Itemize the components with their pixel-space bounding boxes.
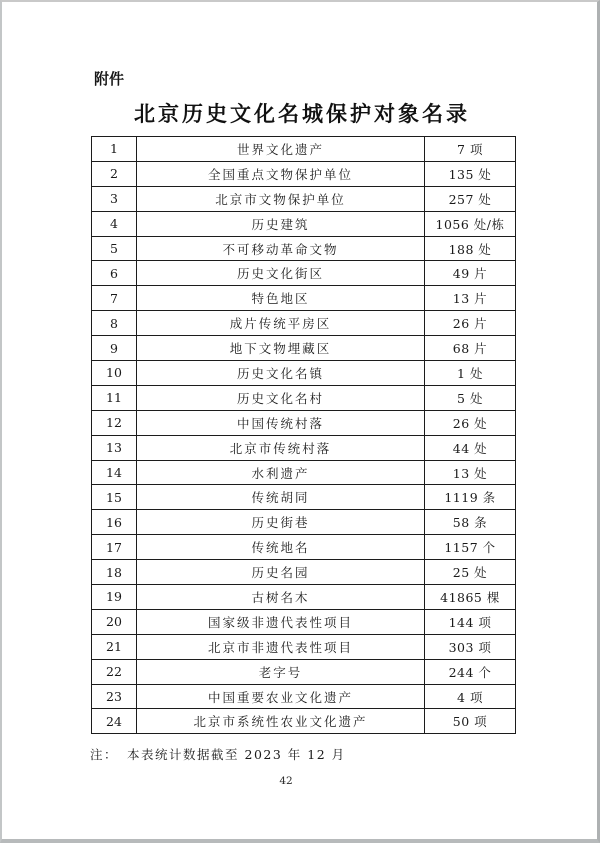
row-count: 1119 条 — [425, 485, 516, 510]
row-count: 144 项 — [425, 609, 516, 634]
row-number: 20 — [92, 609, 137, 634]
row-count: 5 处 — [425, 385, 516, 410]
row-number: 2 — [92, 161, 137, 186]
row-name: 北京市系统性农业文化遗产 — [137, 709, 425, 734]
row-name: 北京市传统村落 — [137, 435, 425, 460]
row-number: 8 — [92, 311, 137, 336]
row-count: 257 处 — [425, 186, 516, 211]
table-row — [92, 609, 516, 634]
row-number: 21 — [92, 634, 137, 659]
row-count: 1 处 — [425, 361, 516, 386]
row-count: 41865 棵 — [425, 585, 516, 610]
row-count: 13 处 — [425, 460, 516, 485]
row-count: 7 项 — [425, 137, 516, 162]
row-count: 44 处 — [425, 435, 516, 460]
table-row — [92, 236, 516, 261]
row-name: 古树名木 — [137, 585, 425, 610]
row-name: 历史街巷 — [137, 510, 425, 535]
table-body — [92, 137, 516, 734]
row-number: 15 — [92, 485, 137, 510]
table-row — [92, 510, 516, 535]
row-number: 13 — [92, 435, 137, 460]
protection-objects-table — [91, 136, 516, 734]
table-row — [92, 560, 516, 585]
row-name: 国家级非遗代表性项目 — [137, 609, 425, 634]
page-title: 北京历史文化名城保护对象名录 — [134, 103, 470, 126]
row-number: 10 — [92, 361, 137, 386]
row-number: 14 — [92, 460, 137, 485]
table-row — [92, 161, 516, 186]
footnote-label: 注： — [90, 747, 119, 762]
row-name: 地下文物埋藏区 — [137, 336, 425, 361]
row-count: 188 处 — [425, 236, 516, 261]
table-row — [92, 435, 516, 460]
page-number: 42 — [279, 775, 293, 787]
row-count: 50 项 — [425, 709, 516, 734]
row-number: 18 — [92, 560, 137, 585]
table-footnote — [90, 745, 346, 763]
table-row — [92, 186, 516, 211]
row-number: 16 — [92, 510, 137, 535]
row-count: 13 片 — [425, 286, 516, 311]
row-number: 7 — [92, 286, 137, 311]
table-row — [92, 460, 516, 485]
row-number: 4 — [92, 211, 137, 236]
row-number: 5 — [92, 236, 137, 261]
row-name: 北京市非遗代表性项目 — [137, 634, 425, 659]
table-row — [92, 634, 516, 659]
table-row — [92, 261, 516, 286]
row-name: 老字号 — [137, 659, 425, 684]
table-row — [92, 286, 516, 311]
table-row — [92, 336, 516, 361]
row-count: 49 片 — [425, 261, 516, 286]
row-number: 11 — [92, 385, 137, 410]
table-row — [92, 311, 516, 336]
row-name: 历史文化名镇 — [137, 361, 425, 386]
row-number: 9 — [92, 336, 137, 361]
row-name: 北京市文物保护单位 — [137, 186, 425, 211]
row-number: 1 — [92, 137, 137, 162]
table-row — [92, 137, 516, 162]
footnote-text: 本表统计数据截至 2023 年 12 月 — [127, 747, 346, 762]
row-count: 26 处 — [425, 410, 516, 435]
row-count: 68 片 — [425, 336, 516, 361]
row-number: 23 — [92, 684, 137, 709]
row-number: 6 — [92, 261, 137, 286]
row-number: 24 — [92, 709, 137, 734]
attachment-label: 附件 — [94, 71, 125, 88]
row-number: 17 — [92, 535, 137, 560]
row-name: 历史文化名村 — [137, 385, 425, 410]
row-count: 25 处 — [425, 560, 516, 585]
table-row — [92, 211, 516, 236]
row-number: 12 — [92, 410, 137, 435]
row-name: 传统地名 — [137, 535, 425, 560]
row-number: 19 — [92, 585, 137, 610]
row-count: 58 条 — [425, 510, 516, 535]
row-name: 历史文化街区 — [137, 261, 425, 286]
row-name: 全国重点文物保护单位 — [137, 161, 425, 186]
row-count: 26 片 — [425, 311, 516, 336]
table-row — [92, 659, 516, 684]
table-row — [92, 709, 516, 734]
table-row — [92, 485, 516, 510]
row-name: 水利遗产 — [137, 460, 425, 485]
table-row — [92, 535, 516, 560]
table-row — [92, 684, 516, 709]
table-row — [92, 585, 516, 610]
table-row — [92, 361, 516, 386]
row-name: 成片传统平房区 — [137, 311, 425, 336]
row-name: 中国传统村落 — [137, 410, 425, 435]
row-name: 历史建筑 — [137, 211, 425, 236]
row-name: 历史名园 — [137, 560, 425, 585]
row-count: 1056 处/栋 — [425, 211, 516, 236]
row-name: 中国重要农业文化遗产 — [137, 684, 425, 709]
row-count: 4 项 — [425, 684, 516, 709]
row-number: 3 — [92, 186, 137, 211]
row-name: 特色地区 — [137, 286, 425, 311]
row-name: 不可移动革命文物 — [137, 236, 425, 261]
row-count: 244 个 — [425, 659, 516, 684]
row-count: 135 处 — [425, 161, 516, 186]
row-name: 传统胡同 — [137, 485, 425, 510]
row-count: 303 项 — [425, 634, 516, 659]
table-row — [92, 385, 516, 410]
row-count: 1157 个 — [425, 535, 516, 560]
row-number: 22 — [92, 659, 137, 684]
row-name: 世界文化遗产 — [137, 137, 425, 162]
table-row — [92, 410, 516, 435]
